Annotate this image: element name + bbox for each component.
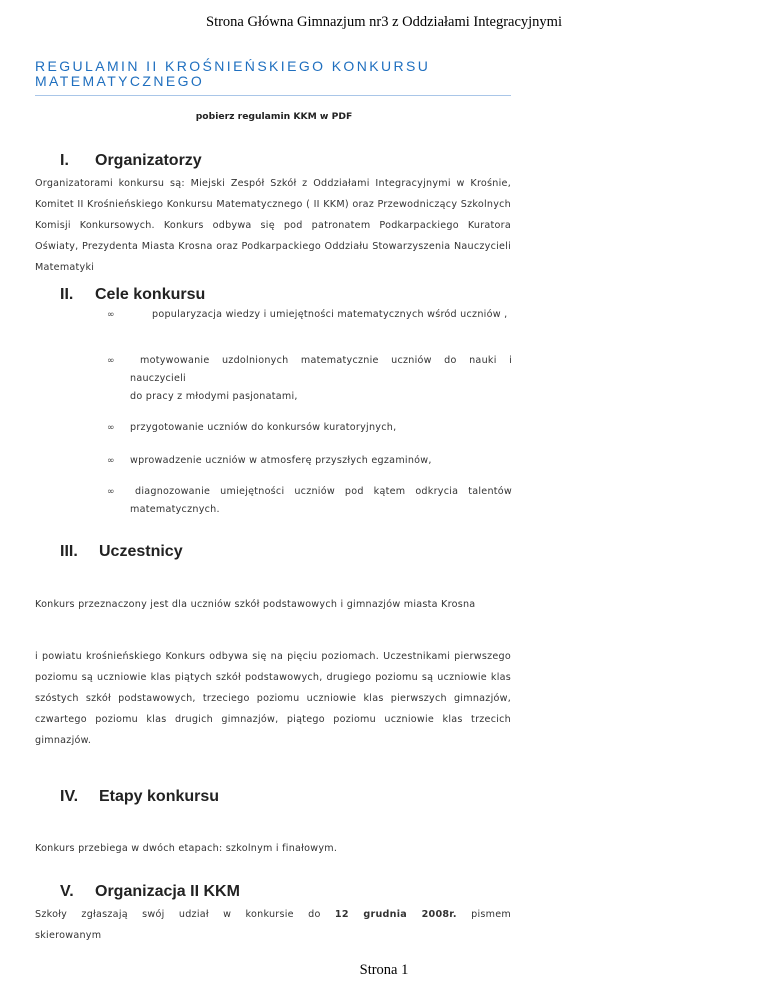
deadline-date: 12 grudnia 2008r. — [334, 909, 457, 920]
section-4-title: Etapy konkursu — [99, 788, 220, 805]
list-item: popularyzacja wiedzy i umiejętności matematycznych wśród uczniów , — [152, 309, 508, 320]
page-title: REGULAMIN II KROŚNIEŃSKIEGO KONKURSU MATEMATYCZNEGO — [35, 58, 431, 89]
section-3-text-2: i powiatu krośnieńskiego Konkurs odbywa się na pięciu poziomach. Uczestnikami pierwszego poziomu są uczniowie klas piątych szkół podstawowych, drugiego poziomu są uczniowie klas szóstych szkół podstawowych, trzeciego poziomu uczniowie klas pierwszych gimnazjów, czwartego poziomu klas drugich gimnazjów, piątego poziomu uczniowie klas trzecich gimnazjów. — [35, 651, 511, 746]
section-5-number: V. — [60, 883, 74, 900]
section-5-title: Organizacja II KKM — [95, 883, 240, 900]
bullet-icon: ∞ — [107, 310, 115, 320]
section-1-title: Organizatorzy — [95, 152, 202, 169]
section-1-number: I. — [60, 152, 69, 169]
section-3-title: Uczestnicy — [99, 543, 183, 560]
section-3-number: III. — [60, 543, 78, 560]
bullet-icon: ∞ — [107, 487, 115, 497]
bullet-icon: ∞ — [107, 456, 115, 466]
list-item: motywowanie uzdolnionych matematycznie uczniów do nauki i nauczycieli — [130, 355, 512, 384]
section-3-text-1: Konkurs przeznaczony jest dla uczniów szkół podstawowych i gimnazjów miasta Krosna — [35, 599, 476, 610]
section-5-text-before: Szkoły zgłaszają swój udział w konkursie do — [35, 909, 321, 920]
page-footer: Strona 1 — [359, 962, 409, 978]
section-5-text — [35, 904, 511, 946]
bullet-icon: ∞ — [107, 356, 115, 366]
section-4-text: Konkurs przebiega w dwóch etapach: szkolnym i finałowym. — [35, 843, 338, 854]
list-item: do pracy z młodymi pasjonatami, — [130, 391, 298, 402]
section-4-number: IV. — [60, 788, 79, 805]
list-item: przygotowanie uczniów do konkursów kuratoryjnych, — [130, 422, 397, 433]
section-5-text-after: pismem skierowanym — [35, 909, 511, 941]
title-divider — [35, 95, 511, 96]
list-item: wprowadzenie uczniów w atmosferę przyszłych egzaminów, — [130, 455, 432, 466]
list-item: diagnozowanie umiejętności uczniów pod kątem odkrycia talentów matematycznych. — [130, 486, 512, 515]
page-header: Strona Główna Gimnazjum nr3 z Oddziałami Integracyjnymi — [206, 14, 562, 30]
section-2-number: II. — [60, 286, 74, 303]
pdf-download-link[interactable]: pobierz regulamin KKM w PDF — [195, 111, 353, 122]
section-1-text: Organizatorami konkursu są: Miejski Zespół Szkół z Oddziałami Integracyjnymi w Krośnie, Komitet II Krośnieńskiego Konkursu Matematycznego ( II KKM) oraz Przewodniczący Szkolnych Komisji Konkursowych. Konkurs odbywa się pod patronatem Podkarpackiego Kuratora Oświaty, Prezydenta Miasta Krosna oraz Podkarpackiego Oddziału Stowarzyszenia Nauczycieli Matematyki — [35, 178, 511, 273]
section-2-title: Cele konkursu — [95, 286, 206, 303]
bullet-icon: ∞ — [107, 423, 115, 433]
